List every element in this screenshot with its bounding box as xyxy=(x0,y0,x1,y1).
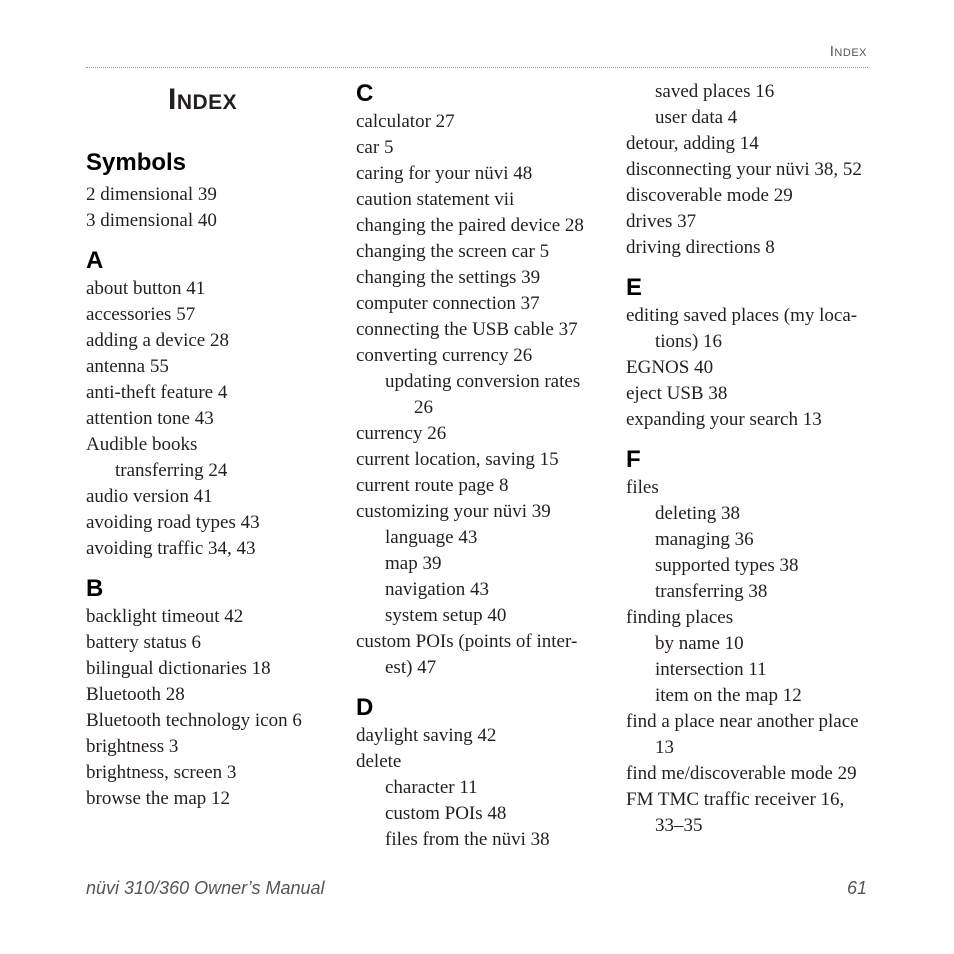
index-entry: Audible books xyxy=(86,434,198,455)
index-entry: brightness, screen 3 xyxy=(86,762,237,783)
index-entry: Bluetooth 28 xyxy=(86,684,185,705)
index-entry: about button 41 xyxy=(86,278,206,299)
index-entry: find me/discoverable mode 29 xyxy=(626,763,857,784)
index-entry: calculator 27 xyxy=(356,111,455,132)
index-entry: adding a device 28 xyxy=(86,330,229,351)
index-entry: converting currency 26 xyxy=(356,345,533,366)
index-entry: battery status 6 xyxy=(86,632,202,653)
index-subentry: updating conversion rates xyxy=(385,371,581,392)
index-entry: changing the settings 39 xyxy=(356,267,541,288)
footer-manual-title: nüvi 310/360 Owner’s Manual xyxy=(86,878,325,898)
index-entry: editing saved places (my loca- xyxy=(626,305,858,326)
index-entry: 2 dimensional 39 xyxy=(86,184,217,205)
index-subentry: system setup 40 xyxy=(385,605,507,626)
index-entry: attention tone 43 xyxy=(86,408,214,429)
index-entry: browse the map 12 xyxy=(86,788,231,809)
index-entry: drives 37 xyxy=(626,211,697,232)
index-entry: avoiding road types 43 xyxy=(86,512,260,533)
index-entry: EGNOS 40 xyxy=(626,357,714,378)
index-subentry: navigation 43 xyxy=(385,579,489,600)
index-entry: eject USB 38 xyxy=(626,383,728,404)
index-entry: daylight saving 42 xyxy=(356,725,497,746)
index-entry: avoiding traffic 34, 43 xyxy=(86,538,256,559)
index-subentry: user data 4 xyxy=(655,107,738,128)
index-entry: Bluetooth technology icon 6 xyxy=(86,710,302,731)
index-entry: expanding your search 13 xyxy=(626,409,822,430)
index-entry: disconnecting your nüvi 38, 52 xyxy=(626,159,862,180)
index-entry: detour, adding 14 xyxy=(626,133,759,154)
index-column-3 xyxy=(626,79,871,839)
index-column-2 xyxy=(356,79,606,853)
index-entry: currency 26 xyxy=(356,423,447,444)
index-entry: computer connection 37 xyxy=(356,293,540,314)
index-entry: current location, saving 15 xyxy=(356,449,559,470)
index-entry: changing the screen car 5 xyxy=(356,241,550,262)
index-entry: discoverable mode 29 xyxy=(626,185,793,206)
page-title: Index xyxy=(168,83,238,116)
index-subentry: saved places 16 xyxy=(655,81,775,102)
section-heading-b: B xyxy=(86,575,104,602)
index-entry: changing the paired device 28 xyxy=(356,215,584,236)
index-entry: custom POIs (points of inter- xyxy=(356,631,578,652)
index-subentry: supported types 38 xyxy=(655,555,799,576)
index-entry-continued: est) 47 xyxy=(385,657,437,678)
index-entry: accessories 57 xyxy=(86,304,196,325)
index-subentry: map 39 xyxy=(385,553,442,574)
index-entry-continued: tions) 16 xyxy=(655,331,723,352)
index-entry: caution statement vii xyxy=(356,189,515,210)
header-divider xyxy=(86,67,868,68)
index-entry: car 5 xyxy=(356,137,394,158)
index-entry: caring for your nüvi 48 xyxy=(356,163,533,184)
index-column-1 xyxy=(86,148,336,812)
index-entry: connecting the USB cable 37 xyxy=(356,319,578,340)
index-entry: 3 dimensional 40 xyxy=(86,210,217,231)
index-entry: audio version 41 xyxy=(86,486,213,507)
index-subentry: managing 36 xyxy=(655,529,754,550)
index-entry: brightness 3 xyxy=(86,736,179,757)
index-entry: anti-theft feature 4 xyxy=(86,382,228,403)
section-heading-a: A xyxy=(86,247,104,274)
section-heading-c: C xyxy=(356,80,374,107)
index-subentry: character 11 xyxy=(385,777,478,798)
index-entry: finding places xyxy=(626,607,734,628)
index-subentry: transferring 38 xyxy=(655,581,768,602)
index-entry: antenna 55 xyxy=(86,356,169,377)
index-entry: find a place near another place xyxy=(626,711,859,732)
index-entry: backlight timeout 42 xyxy=(86,606,244,627)
index-subentry: item on the map 12 xyxy=(655,685,802,706)
index-subentry: deleting 38 xyxy=(655,503,740,524)
index-subentry-continued: 26 xyxy=(414,397,433,418)
running-header: Index xyxy=(829,43,867,60)
index-subentry: by name 10 xyxy=(655,633,744,654)
section-heading-d: D xyxy=(356,694,374,721)
section-heading-f: F xyxy=(626,446,641,473)
index-entry-continued: 13 xyxy=(655,737,674,758)
index-entry: FM TMC traffic receiver 16, xyxy=(626,789,845,810)
section-heading-symbols: Symbols xyxy=(86,149,187,176)
index-subentry: language 43 xyxy=(385,527,478,548)
index-entry: delete xyxy=(356,751,402,772)
section-heading-e: E xyxy=(626,274,643,301)
index-entry-continued: 33–35 xyxy=(655,815,703,836)
index-subentry: intersection 11 xyxy=(655,659,767,680)
index-entry: files xyxy=(626,477,659,498)
index-entry: driving directions 8 xyxy=(626,237,775,258)
index-entry: current route page 8 xyxy=(356,475,509,496)
index-subentry: files from the nüvi 38 xyxy=(385,829,550,850)
index-entry: bilingual dictionaries 18 xyxy=(86,658,271,679)
index-subentry: custom POIs 48 xyxy=(385,803,507,824)
index-subentry: transferring 24 xyxy=(115,460,228,481)
index-entry: customizing your nüvi 39 xyxy=(356,501,551,522)
footer-page-number: 61 xyxy=(846,878,867,898)
